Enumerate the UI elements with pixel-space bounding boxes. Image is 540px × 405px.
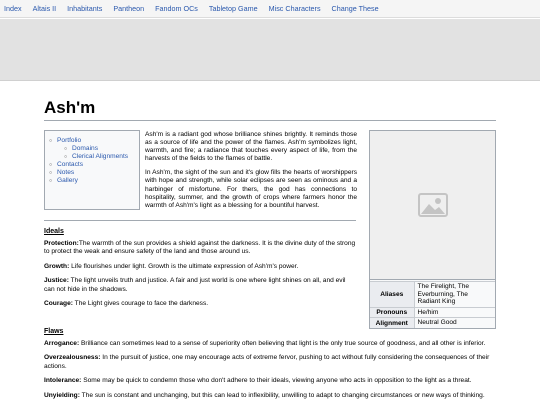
infobox-value: The Firelight, The Everburning, The Radiant King xyxy=(414,282,495,308)
infobox-label: Alignment xyxy=(370,318,414,328)
intro-text xyxy=(145,131,357,216)
flaw-unyielding: Unyielding: The sun is constant and unchanging, but this can lead to inflexibility, unwilling to adapt to changing circumstances or new ways of thinking. xyxy=(44,391,485,399)
nav-link-misc-characters[interactable]: Misc Characters xyxy=(268,4,321,13)
page-title: Ash'm xyxy=(44,98,96,117)
flaws-section xyxy=(44,328,496,405)
infobox-value: Neutral Good xyxy=(414,318,495,328)
infobox-row-alignment xyxy=(370,318,495,328)
infobox-label: Pronouns xyxy=(370,307,414,318)
toc-link-domains[interactable]: ○ Domains xyxy=(64,145,135,153)
ideal-growth: Growth: Life flourishes under light. Growth is the ultimate expression of Ash'm's power. xyxy=(44,262,299,270)
ideal-courage: Courage: The Light gives courage to face the darkness. xyxy=(44,300,209,308)
table-of-contents xyxy=(44,130,140,210)
flaws-heading: Flaws xyxy=(44,328,64,335)
toc-link-contacts[interactable]: ○ Contacts xyxy=(49,161,135,169)
intro-paragraph-2: In Ash'm, the sight of the sun and it's glow fills the hearts of worshippers with hope and strength, while solar eclipses are seen as ominous and a harbinger of misfortune. For thers, the god has connections to hospitality, summer, and the growth of crops where farmers honor the warmth of Ash'm's light as a blessing for a bountiful harvest. xyxy=(145,169,357,209)
ideals-section xyxy=(44,228,496,314)
ideal-justice: Justice: The light unveils truth and justice. A fair and just world is one where light shines on all, and evil can not hide in the shadows. xyxy=(44,277,346,293)
flaw-intolerance: Intolerance: Some may be quick to condemn those who don't adhere to their ideals, viewing anyone who acts in opposition to the light as a threat. xyxy=(44,377,472,385)
ideals-heading: Ideals xyxy=(44,228,64,235)
header-banner xyxy=(0,19,540,81)
flaw-arrogance: Arrogance: Brilliance can sometimes lead to a sense of superiority often believing that light is the only true source of goodness, and all other is inferior. xyxy=(44,340,486,347)
nav-link-change-these[interactable]: Change These xyxy=(331,4,379,13)
infobox-value: He/him xyxy=(414,307,495,318)
intro-paragraph-1: Ash'm is a radiant god whose brilliance shines brightly. It reminds those as a source of life and the power of the flames. Ash'm symbolizes light, warmth, and fire; a radiance that touches every aspect of life, from the harvests of the fields to the flames of battle. xyxy=(145,131,357,163)
top-navigation xyxy=(0,0,540,18)
nav-link-tabletop-game[interactable]: Tabletop Game xyxy=(208,4,258,13)
toc-link-clerical-alignments[interactable]: ○ Clerical Alignments xyxy=(64,153,135,161)
nav-link-index[interactable]: Index xyxy=(4,4,22,13)
infobox-label: Aliases xyxy=(370,282,414,308)
toc-link-notes[interactable]: ○ Notes xyxy=(49,169,135,177)
image-placeholder-icon xyxy=(418,193,448,217)
ideal-protection: Protection:The warmth of the sun provides a shield against the darkness. It is the divine duty of the strong to protect the weak and ensure safety of the land and those around us. xyxy=(44,240,356,256)
flaw-overzealousness: Overzealousness: In the pursuit of justice, one may encourage acts of extreme fervor, pushing to act without fully considering the consequences of their actions. xyxy=(44,354,490,370)
nav-link-fandom-ocs[interactable]: Fandom OCs xyxy=(155,4,198,13)
nav-link-altais-ii[interactable]: Altais II xyxy=(32,4,57,13)
title-divider xyxy=(44,120,496,121)
section-divider xyxy=(44,220,356,221)
nav-link-pantheon[interactable]: Pantheon xyxy=(113,4,145,13)
toc-link-gallery[interactable]: ○ Gallery xyxy=(49,177,135,185)
nav-link-inhabitants[interactable]: Inhabitants xyxy=(67,4,103,13)
toc-link-portfolio[interactable]: ○ Portfolio ○ Domains ○ Clerical Alignments xyxy=(49,137,135,161)
